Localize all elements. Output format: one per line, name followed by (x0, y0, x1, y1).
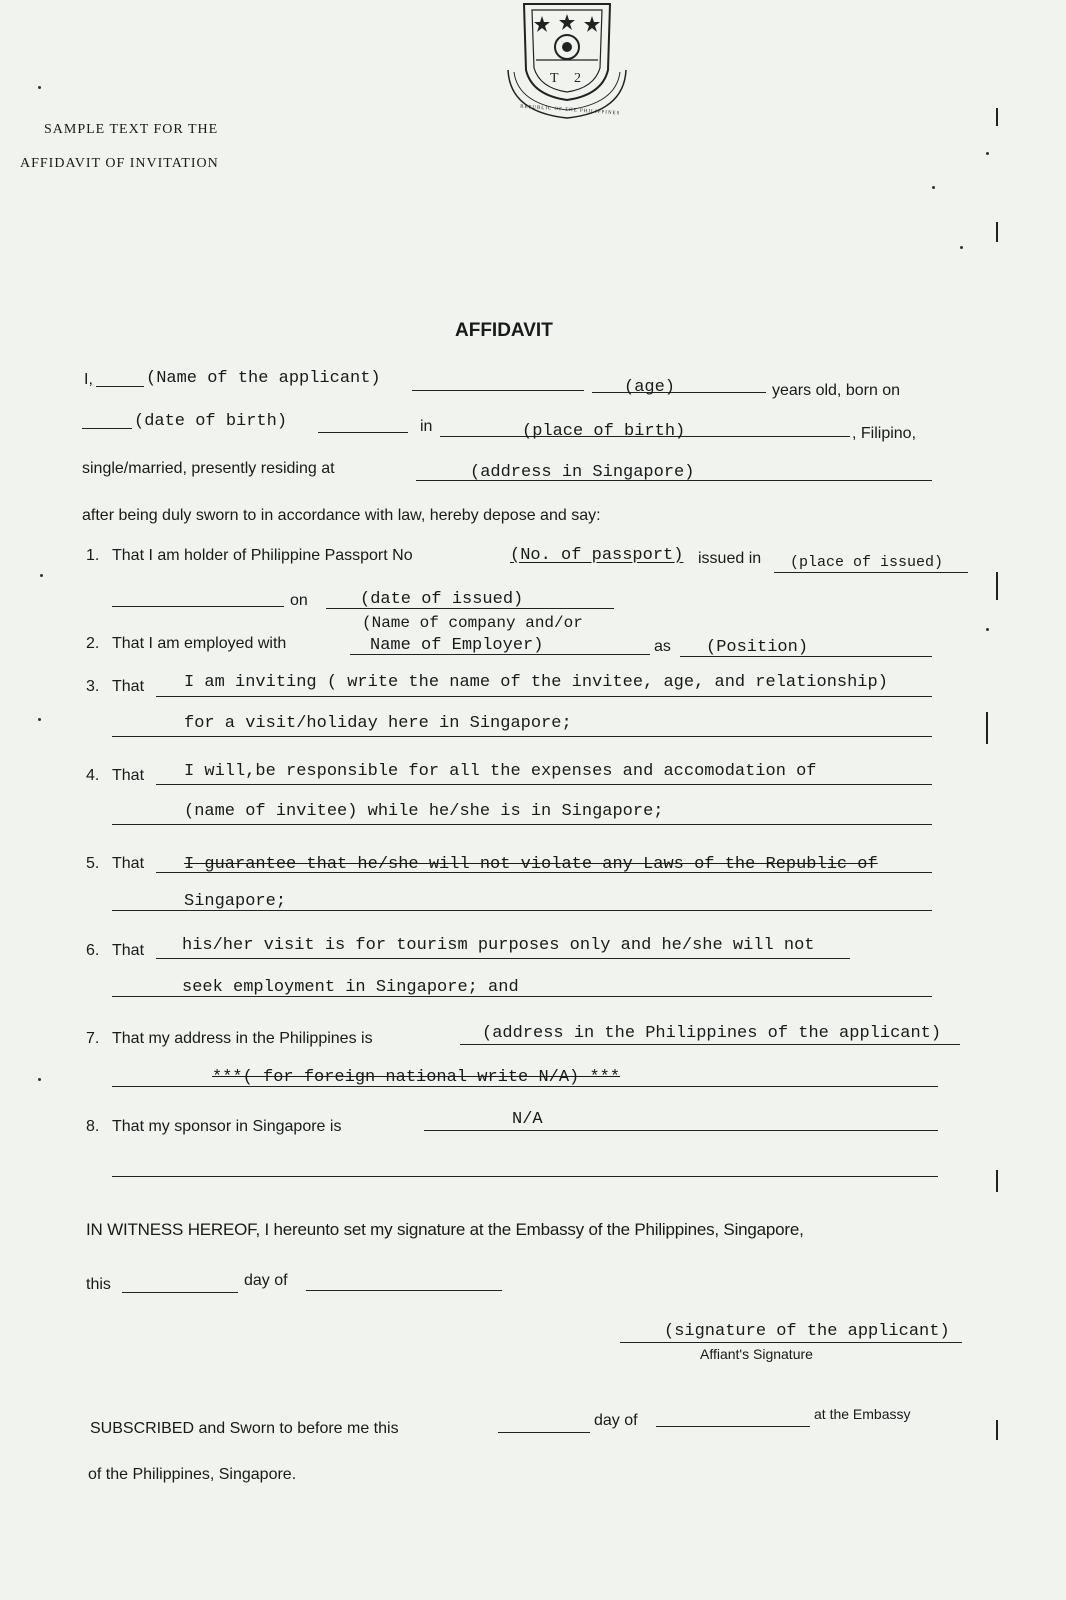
scan-dot (960, 246, 963, 249)
item-1-number: 1. (86, 547, 100, 564)
item-8-text: That my sponsor in Singapore is (112, 1118, 342, 1135)
witness-this-label: this (86, 1276, 111, 1293)
item-7-text: That my address in the Philippines is (112, 1030, 373, 1047)
at-embassy-label: at the Embassy (814, 1406, 911, 1422)
intro-i: I, (84, 371, 93, 388)
scan-dot (986, 152, 989, 155)
in-label: in (420, 418, 433, 435)
svg-text:2: 2 (574, 71, 581, 86)
years-old-label: years old, born on (772, 382, 901, 399)
position-hint: (Position) (706, 638, 809, 657)
scan-dot (986, 628, 989, 631)
item-1-text: That I am holder of Philippine Passport No (112, 547, 413, 564)
witness-day-of-label: day of (244, 1272, 288, 1289)
address-philippines-hint: (address in the Philippines of the applicant) (482, 1024, 942, 1043)
item-6-line-2: seek employment in Singapore; and (182, 978, 519, 997)
item-6-that: That (112, 942, 145, 959)
age-hint: (age) (624, 378, 676, 397)
margin-mark (996, 572, 998, 600)
item-8-number: 8. (86, 1118, 100, 1135)
item-5-that: That (112, 855, 145, 872)
scan-dot (932, 186, 935, 189)
item-3-that: That (112, 678, 145, 695)
item-2-number: 2. (86, 635, 100, 652)
subscribed-line-2: of the Philippines, Singapore. (88, 1466, 297, 1483)
margin-mark (996, 108, 998, 126)
item-7-number: 7. (86, 1030, 100, 1047)
subscribed-statement: SUBSCRIBED and Sworn to before me this (90, 1420, 399, 1437)
issued-in-label: issued in (698, 550, 762, 567)
scan-dot (38, 718, 41, 721)
item-4-that: That (112, 767, 145, 784)
dob-hint: (date of birth) (134, 412, 288, 431)
scan-dot (40, 574, 43, 577)
header-line-1: SAMPLE TEXT FOR THE (44, 122, 219, 137)
svg-text:T: T (550, 71, 559, 86)
scan-dot (38, 86, 41, 89)
company-hint: (Name of company and/or (362, 614, 583, 632)
header-line-2: AFFIDAVIT OF INVITATION (20, 156, 219, 171)
date-issued-hint: (date of issued) (360, 590, 524, 609)
margin-mark (996, 1170, 998, 1192)
signature-hint: (signature of the applicant) (664, 1322, 950, 1341)
item-5-line-1: I guarantee that he/she will not violate any Laws of the Republic of (184, 855, 878, 874)
foreign-national-note: ***( for foreign national write N/A) *** (212, 1068, 621, 1087)
item-3-line-2: for a visit/holiday here in Singapore; (184, 714, 572, 733)
place-issued-hint: (place of issued) (790, 554, 944, 571)
affiant-signature-label: Affiant's Signature (700, 1346, 813, 1362)
residing-label: single/married, presently residing at (82, 460, 335, 477)
pob-hint: (place of birth) (522, 422, 686, 441)
scan-dot (38, 1078, 41, 1081)
passport-hint: (No. of passport) (510, 546, 684, 565)
on-label: on (290, 592, 308, 609)
sworn-statement: after being duly sworn to in accordance with law, hereby depose and say: (82, 507, 601, 524)
page-title: AFFIDAVIT (455, 320, 553, 341)
witness-statement: IN WITNESS HEREOF, I hereunto set my signature at the Embassy of the Philippines, Singapore, (86, 1220, 804, 1239)
margin-mark (996, 222, 998, 242)
item-2-text: That I am employed with (112, 635, 287, 652)
margin-mark (996, 1420, 998, 1440)
employer-hint: Name of Employer) (370, 636, 544, 655)
item-3-number: 3. (86, 678, 100, 695)
as-label: as (654, 638, 671, 655)
item-4-line-2: (name of invitee) while he/she is in Singapore; (184, 802, 664, 821)
subscribed-day-of-label: day of (594, 1412, 638, 1429)
sponsor-value: N/A (512, 1110, 543, 1129)
margin-mark (986, 712, 988, 744)
item-4-line-1: I will,be responsible for all the expenses and accomodation of (184, 762, 817, 781)
seal-text: REPUBLIC OF THE PHILIPPINES (519, 104, 621, 117)
filipino-label: , Filipino, (852, 425, 917, 442)
item-6-number: 6. (86, 942, 100, 959)
name-hint: (Name of the applicant) (146, 369, 381, 388)
item-4-number: 4. (86, 767, 100, 784)
address-singapore-hint: (address in Singapore) (470, 463, 695, 482)
item-6-line-1: his/her visit is for tourism purposes only and he/she will not (182, 936, 815, 955)
item-5-line-2: Singapore; (184, 892, 287, 911)
item-3-line-1: I am inviting ( write the name of the invitee, age, and relationship) (184, 673, 888, 692)
item-5-number: 5. (86, 855, 100, 872)
